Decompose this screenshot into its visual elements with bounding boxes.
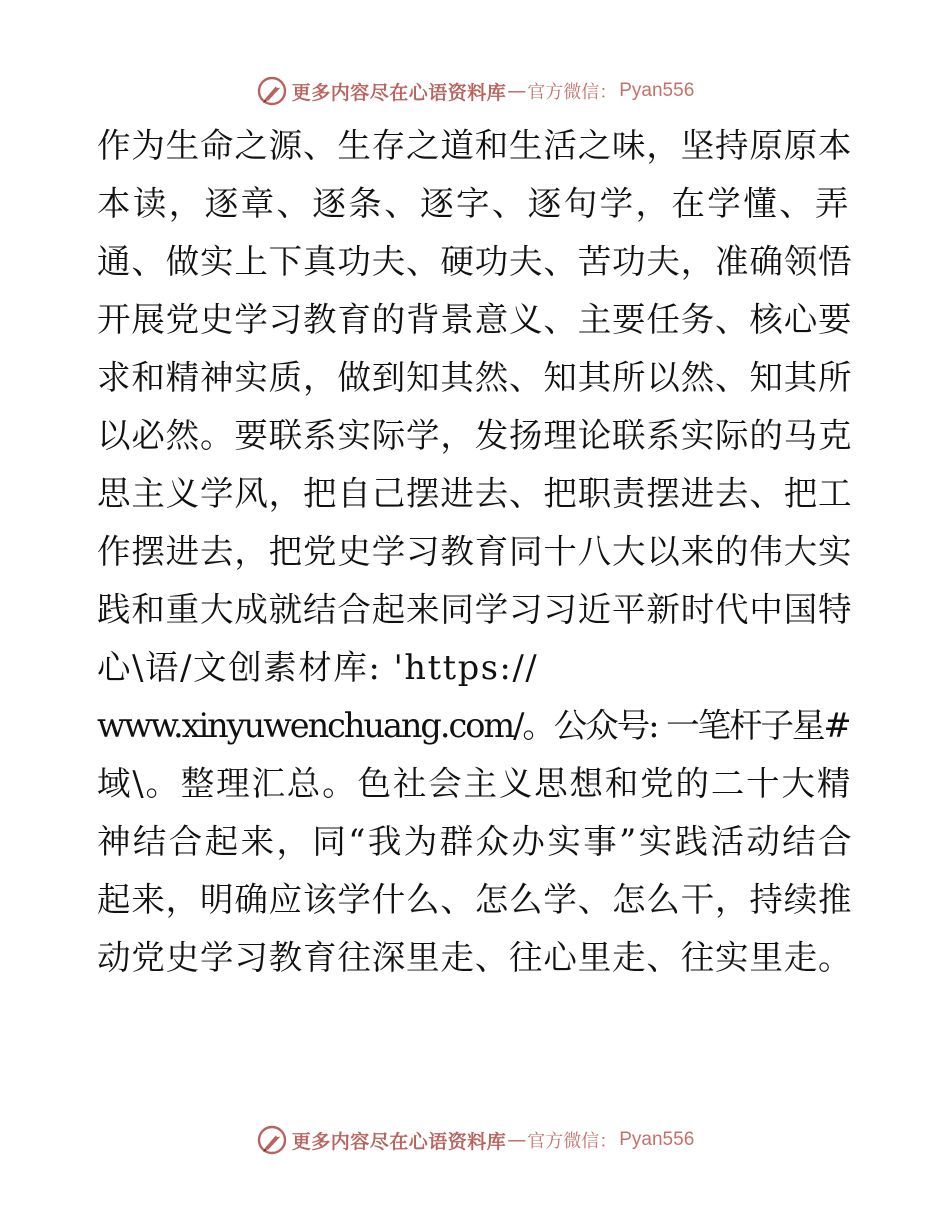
page-footer-banner (0, 1123, 950, 1157)
footer-dash: — (507, 1129, 527, 1151)
document-body (97, 117, 857, 987)
header-wechat-label: 官方微信： (527, 82, 618, 103)
page-header-banner (0, 74, 950, 108)
body-line: 作为生命之源、生存之道和生活之味，坚持原原本 (97, 126, 853, 165)
footer-wechat-label: 官方微信： (527, 1131, 618, 1152)
header-wechat-id: Pyan556 (619, 80, 695, 101)
header-dash: — (507, 80, 527, 102)
body-line: 域\。整理汇总。色社会主义思想和党的二十大精 (97, 764, 853, 803)
body-line: 以必然。要联系实际学，发扬理论联系实际的马克 (97, 416, 853, 455)
body-line: 思主义学风，把自己摆进去、把职责摆进去、把工 (97, 474, 853, 513)
footer-wechat-id: Pyan556 (619, 1129, 695, 1150)
body-line: 开展党史学习教育的背景意义、主要任务、核心要 (97, 300, 853, 339)
body-line: www.xinyuwenchuang.com/。公众号: 一笔杆子星# (97, 706, 850, 745)
body-line: 本读，逐章、逐条、逐字、逐句学，在学懂、弄 (97, 184, 851, 223)
footer-brand-text: 更多内容尽在心语资料库 (291, 1130, 507, 1153)
body-line: 作摆进去，把党史学习教育同十八大以来的伟大实 (97, 532, 853, 571)
body-line: 通、做实上下真功夫、硬功夫、苦功夫，准确领悟 (97, 242, 853, 281)
pen-logo-icon (256, 75, 288, 107)
body-line: 动党史学习教育往深里走、往心里走、往实里走。 (97, 938, 853, 977)
body-line: 心\语/文创素材库: 'https:// (97, 648, 539, 687)
pen-logo-icon (256, 1124, 288, 1156)
body-line: 神结合起来，同“我为群众办实事”实践活动结合 (97, 822, 855, 861)
header-brand-text: 更多内容尽在心语资料库 (291, 81, 507, 104)
body-line: 起来，明确应该学什么、怎么学、怎么干，持续推 (97, 880, 853, 919)
body-line: 求和精神实质，做到知其然、知其所以然、知其所 (97, 358, 853, 397)
body-line: 践和重大成就结合起来同学习习近平新时代中国特 (97, 590, 853, 629)
